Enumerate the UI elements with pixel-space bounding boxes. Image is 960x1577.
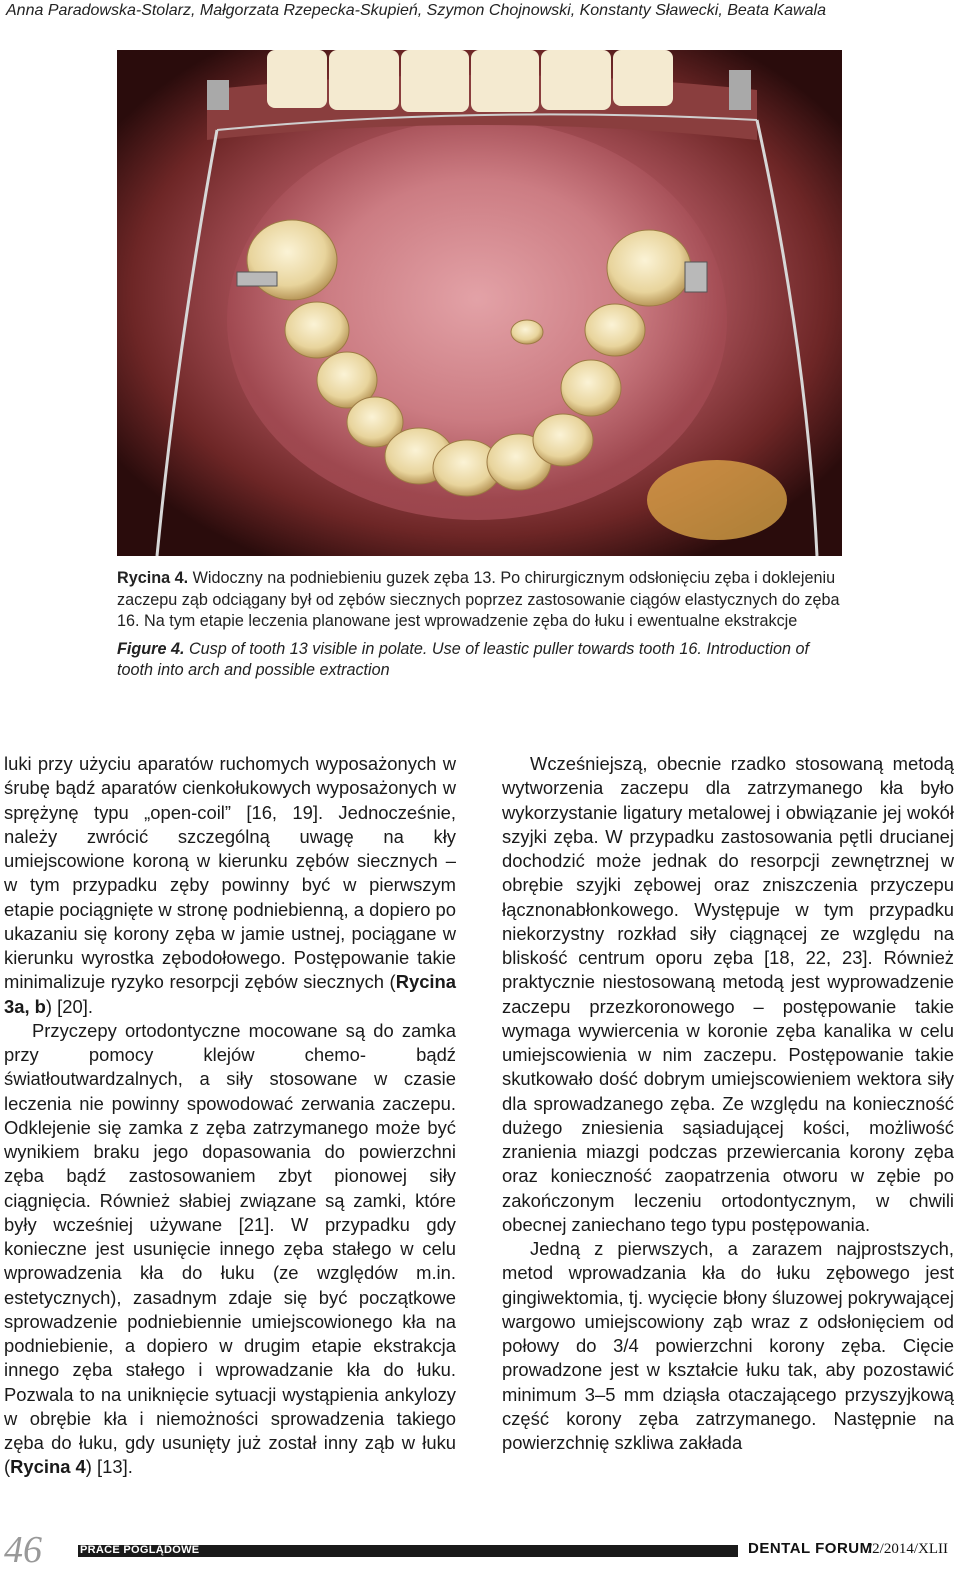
right-text-column	[502, 752, 954, 1455]
left-p1-text: luki przy użyciu aparatów ruchomych wyposażonych w śrubę bądź aparatów cienkołukowych wyposażonych w sprężynę typu „open-coil” [16, 19]. Jednocześnie, należy zwrócić szczególną uwagę na kły umiejscowione koroną w kierunku zębów siecznych – w tym przypadku zęby powinny być w pierwszym etapie pociągnięte w stronę podniebienną, a dopiero po ukazaniu się korony zęba w jamie ustnej, pociągane w kierunku wyrostka zębodołowego. Postępowanie takie minimalizuje ryzyko resorpcji zębów siecznych (	[4, 753, 456, 993]
left-p2-text: Przyczepy ortodontyczne mocowane są do zamka przy pomocy klejów chemo- bądź światłoutwardzalnych, a siły stosowane w czasie leczenia nie powinny spowodować zerwania zaczepu. Odklejenie się zamka z zęba zatrzymanego może być wynikiem braku jego dopasowania do powierzchni zęba bądź zastosowaniem zbyt pionowej siły ciągnięcia. Również słabiej związane są zamki, które były wcześniej używane [21]. W przypadku gdy konieczne jest usunięcie innego zęba stałego w celu wprowadzenia kła do łuku (ze względów m.in. estetycznych), zasadnym zdaje się być początkowe sprowadzenie podniebiennie umiejscowionego kła na podniebienie, a dopiero w drugim etapie ekstrakcja innego zęba stałego i wprowadzanie kła do łuku. Pozwala to na uniknięcie sytuacji wystąpienia ankylozy w obrębie kła i niemożności sprowadzenia takiego zęba do łuku, gdy usunięty już został inny ząb w łuku (	[4, 1019, 456, 1478]
caption-polish-label: Rycina 4.	[117, 569, 189, 587]
left-p2-tail: ) [13].	[85, 1456, 133, 1478]
caption-polish	[117, 568, 842, 633]
right-paragraph-2: Jedną z pierwszych, a zarazem najprostszych, metod wprowadzania kła do łuku zębowego jest gingiwektomia, tj. wycięcie błony śluzowej pokrywającej wargowo umiejscowiony ząb wraz z odsłonięciem od połowy do 3/4 powierzchni korony zęba. Cięcie prowadzone jest w kształcie łuku tak, aby pozostawić minimum 3–5 mm dziąsła otaczającego przyszyjkową część korony zęba zatrzymanego. Następnie na powierzchnię szkliwa zakłada	[502, 1238, 954, 1453]
caption-polish-text: Widoczny na podniebieniu guzek zęba 13. Po chirurgicznym odsłonięciu zęba i doklejeniu zaczepu ząb odciągany był od zębów siecznych poprzez zastosowanie ciągów elastycznych do zęba 16. Na tym etapie leczenia planowane jest wprowadzenie zęba do łuku i ewentualne ekstrakcje	[117, 569, 840, 630]
caption-english	[117, 639, 842, 682]
footer-section-label: PRACE POGLĄDOWE	[80, 1544, 200, 1556]
left-p1-tail: ) [20].	[45, 995, 93, 1017]
footer-journal-name: DENTAL FORUM	[748, 1540, 873, 1557]
caption-english-label: Figure 4.	[117, 639, 185, 658]
left-p2-ref: Rycina 4	[10, 1456, 86, 1478]
left-paragraph-1	[4, 752, 456, 1019]
page-number: 46	[4, 1529, 42, 1571]
footer-issue: /2/2014/XLII	[868, 1541, 948, 1557]
left-p1-ref: Rycina 3a, b	[4, 971, 456, 1017]
running-header-authors: Anna Paradowska-Stolarz, Małgorzata Rzepecka-Skupień, Szymon Chojnowski, Konstanty Sławecki, Beata Kawala	[6, 2, 826, 19]
figure-caption	[117, 568, 842, 682]
left-text-column	[4, 752, 456, 1480]
left-paragraph-2	[4, 1019, 456, 1480]
figure-photo-palate	[117, 50, 842, 556]
right-paragraph-1: Wcześniejszą, obecnie rzadko stosowaną metodą wytworzenia zaczepu dla zatrzymanego kła było wykorzystanie ligatury metalowej i obwiązanie jej wokół szyjki zęba. W przypadku zastosowania pętli drucianej dochodzić może jednak do resorpcji zewnętrznej w obrębie szyjki zębowej oraz zniszczenia przyczepu łącznonabłonkowego. Występuje w tym przypadku niekorzystny rozkład siły ciągnącej ze względu na bliskość centrum oporu zęba [18, 22, 23]. Również praktycznie niestosowaną metodą jest wyprowadzenie zaczepu przezkoronowego – postępowanie takie wymaga wywiercenia w koronie zęba kanalika w celu umiejscowienia w nim zaczepu. Postępowanie takie skutkowało dość dobrym umiejscowieniem wektora siły dla sprowadzanego zęba. Ze względu na konieczność dużego zniesienia sąsiadującej kości, możliwość zranienia miazgi podczas przewiercania korony zęba oraz konieczność zaopatrzenia otworu w zębie po zakończonym leczeniu ortodontycznym, w chwili obecnej zaniechano tego typu postępowania.	[502, 753, 954, 1235]
caption-english-text: Cusp of tooth 13 visible in polate. Use of leastic puller towards tooth 16. Introduction of tooth into arch and possible extraction	[117, 639, 809, 679]
